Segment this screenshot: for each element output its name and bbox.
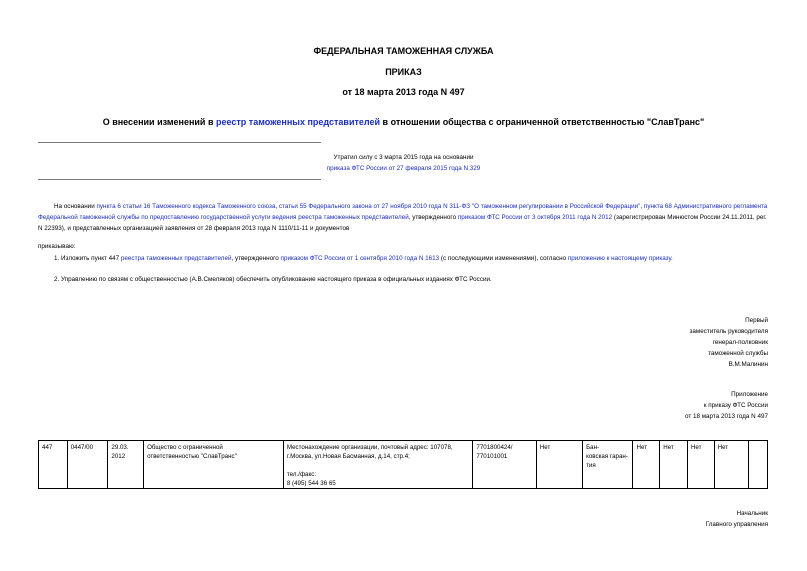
registry-link[interactable]: реестр таможенных представителей <box>216 117 381 127</box>
signatory-name: В.М.Малинин <box>728 361 768 368</box>
signature-line: заместитель руководителя <box>689 328 768 335</box>
cell-organization <box>144 441 284 489</box>
footer-signature-line: Главного управления <box>705 521 768 528</box>
order-item-1 <box>54 253 768 264</box>
cell-inn <box>473 441 536 489</box>
preamble-text: (зарегистрирован Минюстом России 24.11.2011, рег. N 22393), и представленных организацией заявления от 28 февраля 2013 года N 1110/11-11 и документов <box>38 214 767 232</box>
signature-line: таможенной службы <box>708 350 768 357</box>
repeal-order-link[interactable]: приказа ФТС России от 27 февраля 2015 года N 329 <box>326 165 481 172</box>
document-type: ПРИКАЗ <box>385 67 422 77</box>
cell-col12: Нет <box>714 441 749 489</box>
date-line: 29.03. <box>111 444 129 451</box>
guarantee-line: тия <box>586 462 596 469</box>
divider-top <box>38 142 321 143</box>
appendix-title: Приложение <box>731 391 768 398</box>
phone-number: 8 (495) 544 36 65 <box>286 480 336 487</box>
status-note-line1: Утратил силу с 3 марта 2015 года на основании <box>333 154 474 161</box>
guarantee-line: ковская гаран- <box>586 453 628 460</box>
preamble-text: , <box>275 203 279 210</box>
org-line: ответственностью "СлавТранс" <box>147 453 237 460</box>
registry-table <box>38 440 768 489</box>
customs-code-link[interactable]: пункта 6 статьи 16 Таможенного кодекса Таможенного союза <box>96 203 276 210</box>
guarantee-line: Бан- <box>586 444 600 451</box>
preamble-text: На основании <box>54 203 97 210</box>
fts-order-link[interactable]: приказом ФТС России от 3 октября 2011 года N 2012 <box>457 214 613 221</box>
cell-number: 447 <box>39 441 68 489</box>
cell-empty <box>749 441 768 489</box>
appendix-link[interactable]: приложению к настоящему приказу <box>567 255 672 262</box>
cell-col11: Нет <box>687 441 714 489</box>
federal-law-link[interactable]: статьи 55 Федерального закона от 27 ноября 2010 года N 311-ФЗ "О таможенном регулировании в Российской Федерации" <box>278 203 641 210</box>
cell-date <box>108 441 144 489</box>
agency-name: ФЕДЕРАЛЬНАЯ ТАМОЖЕННАЯ СЛУЖБА <box>313 46 494 56</box>
cell-address <box>283 441 473 489</box>
signature-line: генерал-полковник <box>712 339 768 346</box>
signature-line: Первый <box>745 317 768 324</box>
appendix-block <box>685 389 768 422</box>
cell-col7: Нет <box>536 441 582 489</box>
preamble <box>38 201 768 234</box>
address-line: тел./факс: <box>286 471 317 478</box>
signature-block <box>689 315 768 370</box>
address-spacer <box>287 461 470 470</box>
item1-text: (с последующими изменениями), согласно <box>439 255 568 262</box>
inn-line: 7701800424/ <box>476 444 513 451</box>
appendix-line: к приказу ФТС России <box>703 402 768 409</box>
document-subject <box>0 117 807 127</box>
cell-col9: Нет <box>633 441 660 489</box>
subject-text-after: в отношении общества с ограниченной ответственностью "СлавТранс" <box>380 117 705 127</box>
preamble-text: , <box>640 203 644 210</box>
preamble-text: , утвержденного <box>408 214 458 221</box>
item1-text: , утвержденного <box>231 255 281 262</box>
address-line: Местонахождение организации, почтовый адрес: 107078, <box>286 444 453 451</box>
order-word: приказываю: <box>38 243 76 250</box>
registry-link-2[interactable]: реестра таможенных представителей <box>120 255 232 262</box>
order-1613-link[interactable]: приказом ФТС России от 1 сентября 2010 года N 1613 <box>280 255 440 262</box>
item1-text: 1. Изложить пункт 447 <box>54 255 121 262</box>
regulation-link[interactable]: пункта 68 Административного регламента Федеральной таможенной службы по предоставлению государственной услуги ведения реестра таможенных представителей <box>38 203 768 221</box>
table-row <box>39 441 768 489</box>
subject-text-before: О внесении изменений в <box>102 117 216 127</box>
item1-text: . <box>671 255 673 262</box>
order-item-2: 2. Управлению по связям с общественностью (А.В.Смеляков) обеспечить опубликование настоящего приказа в официальных изданиях ФТС России. <box>54 276 492 283</box>
footer-signature-line: Начальник <box>736 510 768 517</box>
inn-line: 770101001 <box>476 453 508 460</box>
address-line: г.Москва, ул.Новая Басманная, д.14, стр.4; <box>286 453 410 460</box>
divider-bottom <box>38 179 321 180</box>
footer-signature <box>706 508 768 530</box>
date-line: 2012 <box>111 453 126 460</box>
appendix-line: от 18 марта 2013 года N 497 <box>684 413 768 420</box>
cell-reg-no: 0447/00 <box>67 441 108 489</box>
document-date: от 18 марта 2013 года N 497 <box>342 87 465 97</box>
cell-col10: Нет <box>660 441 688 489</box>
cell-guarantee <box>583 441 633 489</box>
org-line: Общество с ограниченной <box>147 444 223 451</box>
